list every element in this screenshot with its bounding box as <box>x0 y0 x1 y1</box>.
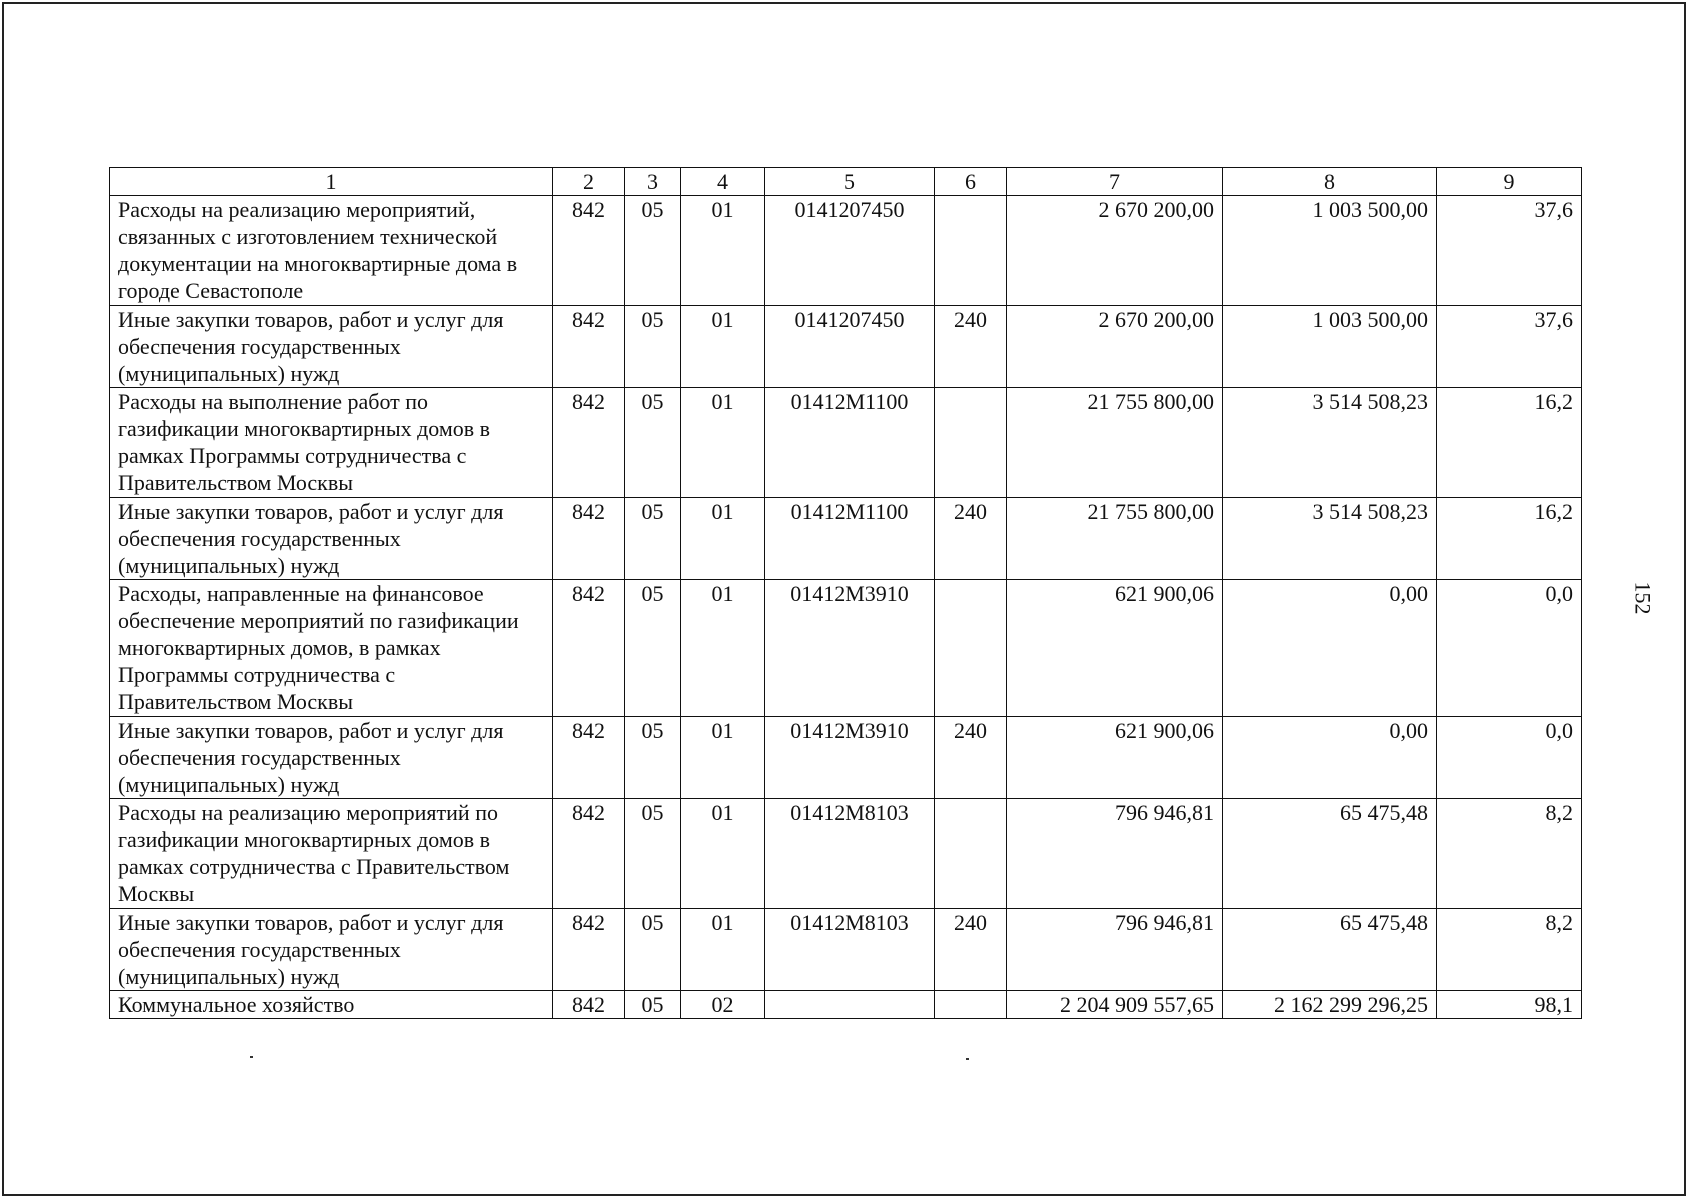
row-planned-amount: 21 755 800,00 <box>1007 388 1223 498</box>
row-planned-amount: 2 670 200,00 <box>1007 196 1223 306</box>
row-subsection: 01 <box>681 306 765 388</box>
row-expense-type: 240 <box>935 498 1007 580</box>
row-executed-amount: 1 003 500,00 <box>1223 196 1437 306</box>
row-expense-type: 240 <box>935 909 1007 991</box>
row-admin-code: 842 <box>553 580 625 717</box>
table-row <box>110 388 1582 498</box>
scan-speck <box>966 1058 969 1060</box>
row-section: 05 <box>625 909 681 991</box>
row-executed-amount: 0,00 <box>1223 580 1437 717</box>
header-col-2: 2 <box>553 168 625 196</box>
row-expense-type: 240 <box>935 717 1007 799</box>
row-executed-amount: 65 475,48 <box>1223 909 1437 991</box>
row-target-article: 01412М8103 <box>765 909 935 991</box>
table-row <box>110 717 1582 799</box>
row-subsection: 01 <box>681 498 765 580</box>
table-row <box>110 306 1582 388</box>
row-target-article: 01412М3910 <box>765 717 935 799</box>
row-percent: 8,2 <box>1437 909 1582 991</box>
row-percent: 98,1 <box>1437 991 1582 1019</box>
row-subsection: 01 <box>681 717 765 799</box>
row-percent: 0,0 <box>1437 580 1582 717</box>
row-description: Коммунальное хозяйство <box>110 991 553 1019</box>
row-percent: 16,2 <box>1437 388 1582 498</box>
header-col-3: 3 <box>625 168 681 196</box>
row-expense-type <box>935 388 1007 498</box>
row-section: 05 <box>625 388 681 498</box>
row-section: 05 <box>625 196 681 306</box>
row-admin-code: 842 <box>553 909 625 991</box>
row-executed-amount: 3 514 508,23 <box>1223 498 1437 580</box>
table-row <box>110 909 1582 991</box>
row-target-article <box>765 991 935 1019</box>
row-percent: 37,6 <box>1437 306 1582 388</box>
row-percent: 0,0 <box>1437 717 1582 799</box>
table-row <box>110 498 1582 580</box>
header-col-9: 9 <box>1437 168 1582 196</box>
row-description: Расходы на выполнение работ по газификации многоквартирных домов в рамках Программы сотрудничества с Правительством Москвы <box>110 388 553 498</box>
row-target-article: 01412М3910 <box>765 580 935 717</box>
row-description: Иные закупки товаров, работ и услуг для обеспечения государственных (муниципальных) нужд <box>110 306 553 388</box>
row-planned-amount: 796 946,81 <box>1007 909 1223 991</box>
table-row <box>110 991 1582 1019</box>
table-row <box>110 196 1582 306</box>
row-planned-amount: 2 204 909 557,65 <box>1007 991 1223 1019</box>
row-executed-amount: 2 162 299 296,25 <box>1223 991 1437 1019</box>
row-description: Иные закупки товаров, работ и услуг для обеспечения государственных (муниципальных) нужд <box>110 909 553 991</box>
header-col-7: 7 <box>1007 168 1223 196</box>
row-description: Иные закупки товаров, работ и услуг для обеспечения государственных (муниципальных) нужд <box>110 717 553 799</box>
row-target-article: 0141207450 <box>765 306 935 388</box>
row-admin-code: 842 <box>553 991 625 1019</box>
row-expense-type <box>935 799 1007 909</box>
row-executed-amount: 0,00 <box>1223 717 1437 799</box>
row-admin-code: 842 <box>553 388 625 498</box>
row-executed-amount: 65 475,48 <box>1223 799 1437 909</box>
header-col-5: 5 <box>765 168 935 196</box>
row-section: 05 <box>625 306 681 388</box>
row-section: 05 <box>625 799 681 909</box>
row-target-article: 0141207450 <box>765 196 935 306</box>
row-admin-code: 842 <box>553 717 625 799</box>
row-expense-type: 240 <box>935 306 1007 388</box>
row-target-article: 01412М1100 <box>765 498 935 580</box>
row-target-article: 01412М8103 <box>765 799 935 909</box>
header-col-1: 1 <box>110 168 553 196</box>
row-executed-amount: 3 514 508,23 <box>1223 388 1437 498</box>
row-target-article: 01412М1100 <box>765 388 935 498</box>
header-row <box>110 168 1582 196</box>
header-col-6: 6 <box>935 168 1007 196</box>
table-row <box>110 799 1582 909</box>
row-percent: 8,2 <box>1437 799 1582 909</box>
row-planned-amount: 621 900,06 <box>1007 580 1223 717</box>
row-expense-type <box>935 196 1007 306</box>
row-admin-code: 842 <box>553 306 625 388</box>
row-percent: 16,2 <box>1437 498 1582 580</box>
row-description: Иные закупки товаров, работ и услуг для обеспечения государственных (муниципальных) нужд <box>110 498 553 580</box>
budget-table <box>109 167 1582 1019</box>
row-section: 05 <box>625 717 681 799</box>
row-planned-amount: 621 900,06 <box>1007 717 1223 799</box>
header-col-8: 8 <box>1223 168 1437 196</box>
row-percent: 37,6 <box>1437 196 1582 306</box>
page-number: 152 <box>1630 581 1656 615</box>
row-admin-code: 842 <box>553 196 625 306</box>
row-subsection: 02 <box>681 991 765 1019</box>
row-admin-code: 842 <box>553 498 625 580</box>
table-row <box>110 580 1582 717</box>
row-subsection: 01 <box>681 580 765 717</box>
row-subsection: 01 <box>681 799 765 909</box>
row-executed-amount: 1 003 500,00 <box>1223 306 1437 388</box>
row-planned-amount: 21 755 800,00 <box>1007 498 1223 580</box>
row-subsection: 01 <box>681 388 765 498</box>
row-planned-amount: 2 670 200,00 <box>1007 306 1223 388</box>
header-col-4: 4 <box>681 168 765 196</box>
row-description: Расходы, направленные на финансовое обеспечение мероприятий по газификации многоквартирных домов, в рамках Программы сотрудничества с Правительством Москвы <box>110 580 553 717</box>
row-description: Расходы на реализацию мероприятий по газификации многоквартирных домов в рамках сотрудничества с Правительством Москвы <box>110 799 553 909</box>
row-planned-amount: 796 946,81 <box>1007 799 1223 909</box>
row-expense-type <box>935 580 1007 717</box>
row-expense-type <box>935 991 1007 1019</box>
row-description: Расходы на реализацию мероприятий, связанных с изготовлением технической документации на многоквартирные дома в городе Севастополе <box>110 196 553 306</box>
scan-speck <box>250 1056 253 1058</box>
row-section: 05 <box>625 580 681 717</box>
row-subsection: 01 <box>681 909 765 991</box>
row-admin-code: 842 <box>553 799 625 909</box>
row-section: 05 <box>625 498 681 580</box>
row-subsection: 01 <box>681 196 765 306</box>
row-section: 05 <box>625 991 681 1019</box>
